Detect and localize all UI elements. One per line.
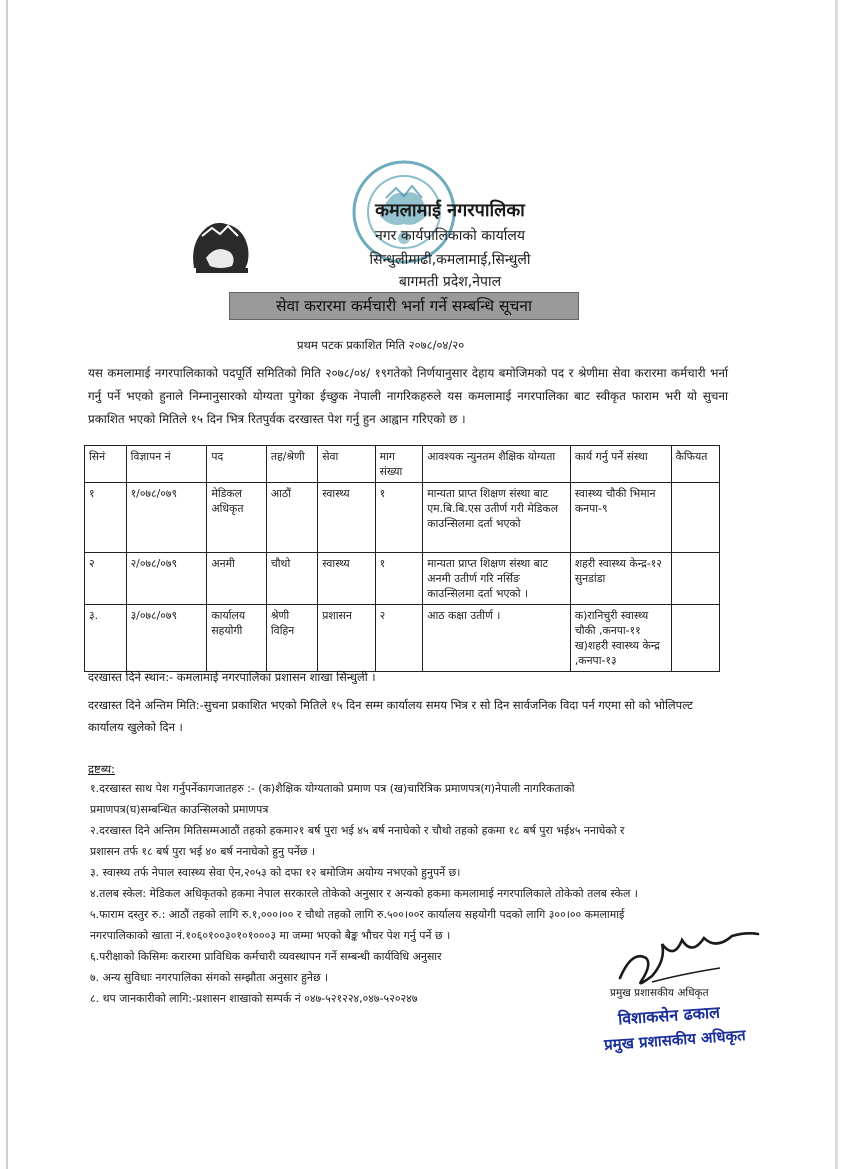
list-item: ३. स्वास्थ्य तर्फ नेपाल स्वास्थ्य सेवा ऐन,२०५३ को दफा १२ बमोजिम अयोग्य नभएको हुनुपर्ने छ। [90,866,461,879]
col-level: तह/श्रेणी [266,446,317,483]
col-post: पद [207,446,267,483]
list-item: ७. अन्य सुविधाः नगरपालिका संगको सम्झौता अनुसार हुनेछ । [90,971,329,984]
list-item: ६.परीक्षाको किसिमः करारमा प्राविधिक कर्मचारी व्यवस्थापन गर्ने सम्बन्धी कार्यविधि अनुसार [90,950,442,963]
stamp-name: विशाकसेन ढकाल [617,1002,721,1029]
publication-date: प्रथम पटक प्रकाशित मिति २०७८/०४/२० [297,338,465,352]
intro-paragraph: यस कमलामाई नगरपालिकाको पदपूर्ति समितिको मिति २०७८/०४/ १९गतेको निर्णयानुसार देहाय बमोजिमको पद र श्रेणीमा सेवा करारमा कर्मचारी भर्ना गर्नु पर्ने भएको हुनाले निम्नानुसारको योग्यता पुगेका ईच्छुक नेपाली नागरिकहरुले यस कमलामाई नगरपालिका बाट स्वीकृत फाराम भरी यो सुचना प्रकाशित भएको मितिले १५ दिन भित्र रितपुर्वक दरखास्त पेश गर्नु हुन आह्वान गरिएको छ । [88,366,728,426]
list-item: १.दरखास्त साथ पेश गर्नुपर्नेकागजातहरु :- (क)शैक्षिक योग्यताको प्रमाण पत्र (ख)चारित्रिक प्रमाणपत्र(ग)नेपाली नागरिकताको [90,782,575,795]
office-address: सिन्धुलीमाढी,कमलामाई,सिन्धुली [369,252,531,268]
table-cell: मान्यता प्राप्त शिक्षण संस्था बाट एम.बि.बि.एस उतीर्ण गरी मेडिकल काउन्सिलमा दर्ता भएको [423,483,571,553]
application-deadline: दरखास्त दिने अन्तिम मिति:-सुचना प्रकाशित भएको मितिले १५ दिन सम्म कार्यालय समय भित्र र सो दिन सार्वजनिक विदा पर्न गएमा सो को भोलिपल्ट कार्यालय खुलेको दिन । [88,698,693,734]
table-cell: श्रेणी विहिन [266,605,317,672]
table-cell: २ [85,553,127,605]
col-workplace: कार्य गर्नु पर्ने संस्था [570,446,671,483]
col-qualification: आवश्यक न्युनतम शैक्षिक योग्यता [423,446,571,483]
nepal-emblem-icon [186,214,258,276]
list-item: नगरपालिकाको खाता नं.१०६०१००३०१०१०००३ मा जम्मा भएको बैङ्क भौचर पेश गर्नु पर्ने छ । [90,929,451,942]
col-serial: सिनं [85,446,127,483]
notes-heading: द्रष्टब्य: [88,762,115,776]
signature-icon [612,920,762,992]
list-item: ५.फाराम दस्तुर रु.: आठौं तहको लागि रु.१,०००।०० र चौथो तहको लागि रु.५००।००र कार्यालय सहयोगी पदको लागि ३००।०० कमलामाई [90,908,625,921]
vacancy-table [84,445,720,672]
table-cell: २/०७८/०७९ [126,553,207,605]
table-cell: स्वास्थ्य चौकी भिमान कनपा-९ [570,483,671,553]
table-cell: मान्यता प्राप्त शिक्षण संस्था बाट अनमी उतीर्ण गरि नर्सिङ काउन्सिलमा दर्ता भएको । [423,553,571,605]
table-row [85,605,720,672]
table-cell: १ [85,483,127,553]
application-place: दरखास्त दिने स्थान:- कमलामाई नगरपालिका प्रशासन शाखा सिन्धुली । [88,670,376,684]
table-cell: २ [375,605,423,672]
table-cell: ३. [85,605,127,672]
province-name: बागमती प्रदेश,नेपाल [398,274,502,290]
table-cell: अनमी [207,553,267,605]
table-cell: १ [375,553,423,605]
table-cell: शहरी स्वास्थ्य केन्द्र-१२ सुनडांडा [570,553,671,605]
table-cell: कार्यालय सहयोगी [207,605,267,672]
table-cell [671,605,719,672]
list-item: ८. थप जानकारीको लागि:-प्रशासन शाखाको सम्पर्क नं ०४७-५२१२२४,०४७-५२०२४७ [90,992,418,1005]
notice-title: सेवा करारमा कर्मचारी भर्ना गर्ने सम्बन्धि सूचना [229,292,579,320]
table-cell: १ [375,483,423,553]
list-item: प्रशासन तर्फ १८ बर्ष पुरा भई ४० बर्ष ननाघेको हुनु पर्नेछ । [90,845,316,858]
col-advert-no: विज्ञापन नं [126,446,207,483]
table-cell: चौथो [266,553,317,605]
table-header-row [85,446,720,483]
table-cell [671,483,719,553]
table-cell: प्रशासन [318,605,375,672]
table-cell: क)रानिचुरी स्वास्थ्य चौकी ,कनपा-११ ख)शहरी स्वास्थ्य केन्द्र ,कनपा-१३ [570,605,671,672]
scan-edge-left [6,0,8,1169]
table-row [85,553,720,605]
list-item: ४.तलब स्केल: मेडिकल अधिकृतको हकमा नेपाल सरकारले तोकेको अनुसार र अन्यको हकमा कमलामाई नगरपालिकाले तोकेको तलब स्केल । [90,887,638,900]
table-cell: ३/०७८/०७९ [126,605,207,672]
municipality-name: कमलामाई नगरपालिका [375,200,525,221]
col-service: सेवा [318,446,375,483]
table-cell: स्वास्थ्य [318,553,375,605]
table-cell: १/०७८/०७९ [126,483,207,553]
table-cell: आठ कक्षा उतीर्ण । [423,605,571,672]
stamp-role: प्रमुख प्रशासकीय अधिकृत [603,1026,747,1054]
scan-edge-right [835,0,838,1169]
table-cell: मेडिकल अधिकृत [207,483,267,553]
signatory-role: प्रमुख प्रशासकीय अधिकृत [610,987,709,999]
table-row [85,483,720,553]
list-item: प्रमाणपत्र(घ)सम्बन्धित काउन्सिलको प्रमाणपत्र [90,803,269,816]
table-cell: आठौं [266,483,317,553]
table-cell: स्वास्थ्य [318,483,375,553]
list-item: २.दरखास्त दिने अन्तिम मितिसम्मआठौं तहको हकमा२१ बर्ष पुरा भई ४५ बर्ष ननाघेको र चौथो तहको हकमा १८ बर्ष पुरा भई४५ ननाघेको र [90,824,625,837]
col-demand: माग संख्या [375,446,423,483]
office-name: नगर कार्यपालिकाको कार्यालय [375,228,525,244]
table-cell [671,553,719,605]
col-remarks: कैफियत [671,446,719,483]
